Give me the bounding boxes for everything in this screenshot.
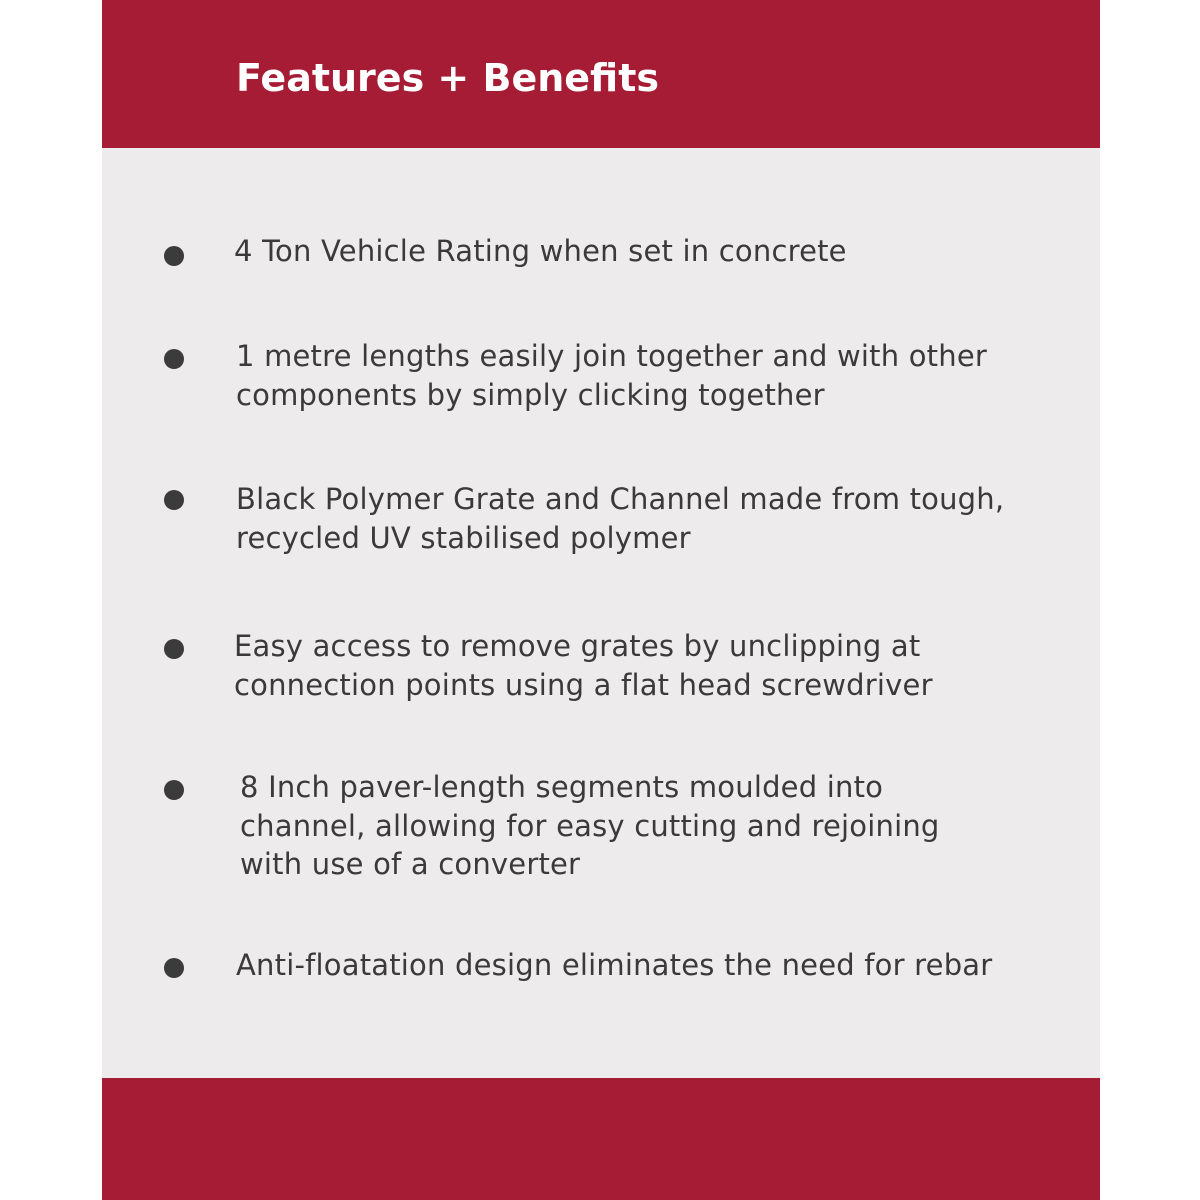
feature-text: 8 Inch paver-length segments moulded into channel, allowing for easy cutting and rejoining with use of a converter [240,770,940,881]
feature-text: 1 metre lengths easily join together and with other components by simply clicking together [236,339,987,412]
bullet-icon [164,958,184,978]
bullet-icon [164,490,184,510]
bullet-icon [164,246,184,266]
feature-text: Easy access to remove grates by unclipping at connection points using a flat head screwdriver [234,629,933,702]
bullet-icon [164,780,184,800]
bullet-icon [164,349,184,369]
features-card [102,0,1100,1200]
footer-banner [102,1078,1100,1200]
page-title: Features + Benefits [236,56,659,100]
header-banner [102,0,1100,148]
feature-text: Anti-floatation design eliminates the need for rebar [236,948,993,982]
bullet-icon [164,639,184,659]
feature-text: Black Polymer Grate and Channel made from tough, recycled UV stabilised polymer [236,482,1005,555]
feature-text: 4 Ton Vehicle Rating when set in concrete [234,234,847,268]
